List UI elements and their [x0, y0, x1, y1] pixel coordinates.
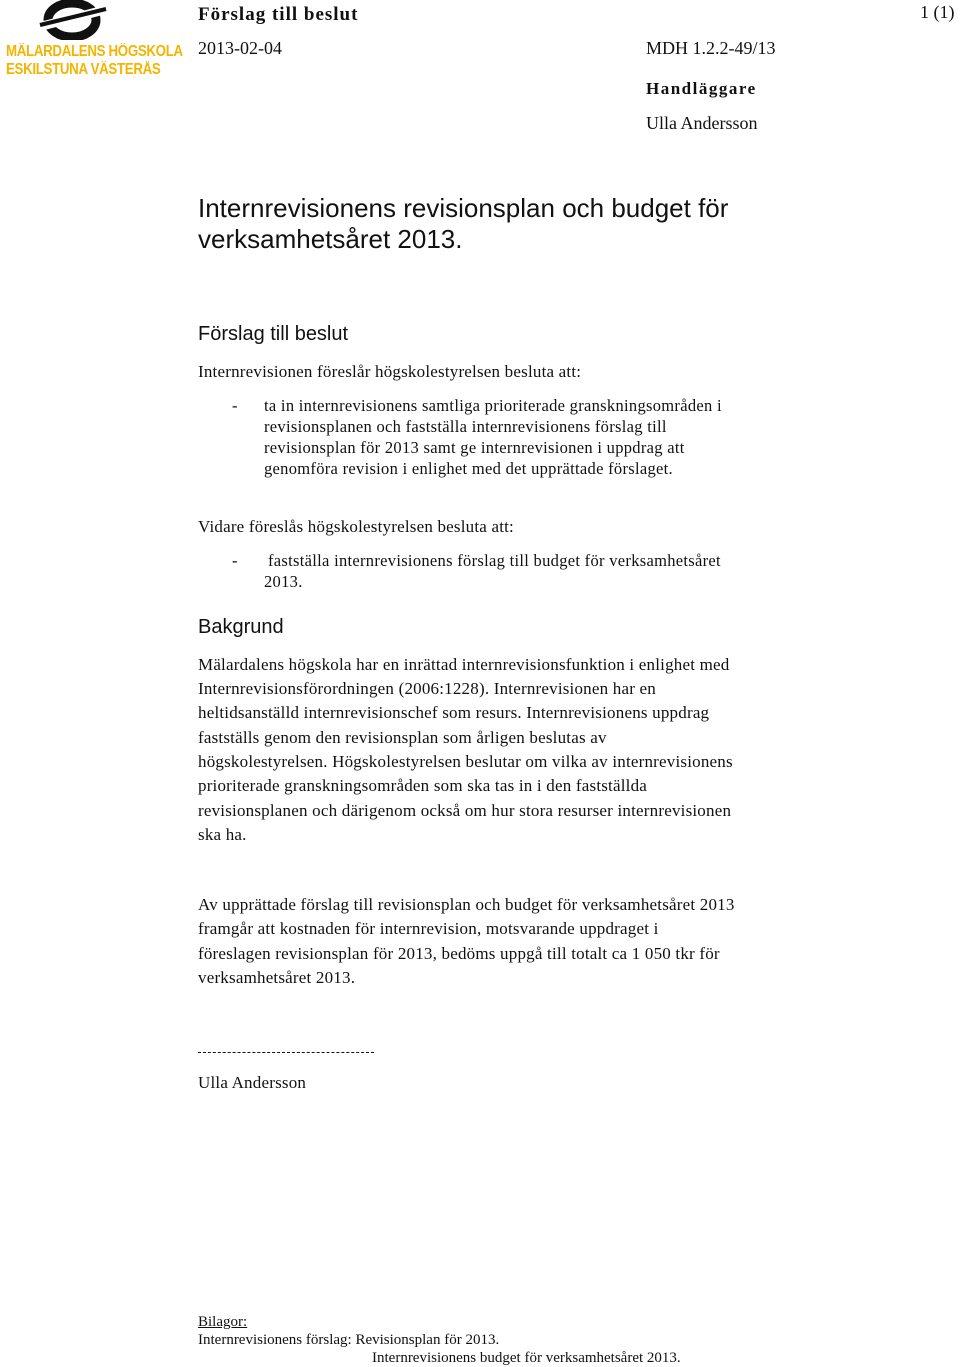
list-item-line: revisionsplan för 2013 samt ge internrevisionen i uppdrag att — [264, 438, 685, 457]
handler-name: Ulla Andersson — [646, 113, 758, 133]
document-type: Förslag till beslut — [198, 4, 359, 25]
page-number: 1 (1) — [920, 2, 955, 22]
list-item-line: fastställa internrevisionens förslag till budget för verksamhetsåret — [268, 551, 721, 570]
paragraph-line: framgår att kostnaden för internrevision, motsvarande uppdraget i — [198, 919, 659, 938]
document-date: 2013-02-04 — [198, 38, 282, 58]
paragraph-line: högskolestyrelsen. Högskolestyrelsen beslutar om vilka av internrevisionens — [198, 752, 733, 771]
paragraph-line: Internrevisionsförordningen (2006:1228). Internrevisionen har en — [198, 679, 656, 698]
attachments-label — [198, 1313, 247, 1331]
list-item-line: 2013. — [264, 572, 303, 591]
paragraph-line: Mälardalens högskola har en inrättad internrevisionsfunktion i enlighet med — [198, 655, 730, 674]
logo-emblem-icon — [38, 0, 110, 40]
university-logo — [4, 0, 183, 80]
list-bullet: - — [232, 551, 238, 570]
signature-line — [198, 1052, 374, 1053]
attachment-item: Internrevisionens budget för verksamhetsåret 2013. — [372, 1350, 681, 1366]
handler-label: Handläggare — [646, 79, 757, 98]
section-heading-proposal: Förslag till beslut — [198, 323, 349, 345]
list-item-line: revisionsplanen och fastställa internrevisionens förslag till — [264, 417, 667, 436]
paragraph-line: fastställs genom den revisionsplan som årligen beslutas av — [198, 728, 607, 747]
proposal-intro-2: Vidare föreslås högskolestyrelsen besluta att: — [198, 517, 514, 536]
list-item-line: genomföra revision i enlighet med det upprättade förslaget. — [264, 459, 673, 478]
list-item-line: ta in internrevisionens samtliga prioriterade granskningsområden i — [264, 396, 722, 415]
logo-text-line2: ESKILSTUNA VÄSTERÅS — [6, 61, 161, 78]
paragraph-line: verksamhetsåret 2013. — [198, 968, 356, 987]
paragraph-line: ska ha. — [198, 825, 247, 844]
attachments-label-text: Bilagor: — [198, 1314, 248, 1330]
proposal-intro: Internrevisionen föreslår högskolestyrelsen besluta att: — [198, 362, 582, 381]
reference-number: MDH 1.2.2-49/13 — [646, 38, 776, 58]
document-title: Internrevisionens revisionsplan och budget för verksamhetsåret 2013. — [198, 193, 729, 254]
paragraph-line: heltidsanställd internrevisionschef som resurs. Internrevisionens uppdrag — [198, 703, 710, 722]
logo-text-line1: MÄLARDALENS HÖGSKOLA — [6, 43, 183, 60]
signature-name: Ulla Andersson — [198, 1073, 307, 1092]
paragraph-line: Av upprättade förslag till revisionsplan och budget för verksamhetsåret 2013 — [198, 895, 735, 914]
section-heading-background: Bakgrund — [198, 616, 284, 638]
attachment-item: Internrevisionens förslag: Revisionsplan för 2013. — [198, 1332, 500, 1348]
list-bullet: - — [232, 396, 238, 415]
paragraph-line: revisionsplanen och därigenom också om hur stora resurser internrevisionen — [198, 801, 732, 820]
paragraph-line: föreslagen revisionsplan för 2013, bedöms uppgå till totalt ca 1 050 tkr för — [198, 944, 720, 963]
paragraph-line: prioriterade granskningsområden som ska tas in i den fastställda — [198, 776, 648, 795]
